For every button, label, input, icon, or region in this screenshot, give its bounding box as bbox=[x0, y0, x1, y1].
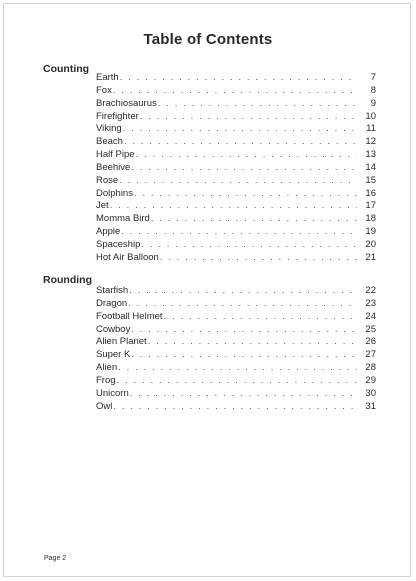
toc-entry bbox=[96, 226, 376, 239]
toc-entry-name: Starfish bbox=[96, 285, 129, 296]
dot-leader bbox=[141, 239, 357, 252]
toc-entry-page-number: 15 bbox=[365, 174, 376, 186]
toc-entry bbox=[96, 336, 376, 349]
toc-entry-page-number: 11 bbox=[366, 123, 376, 135]
section-heading-rounding: Rounding bbox=[43, 274, 92, 286]
toc-entry-page-number: 31 bbox=[365, 400, 376, 412]
dot-leader bbox=[160, 252, 357, 265]
toc-entry-name: Half Pipe bbox=[96, 149, 135, 161]
toc-entry-name: Viking bbox=[96, 123, 122, 135]
toc-entry bbox=[96, 175, 376, 188]
toc-entry-page-number: 24 bbox=[365, 310, 376, 322]
toc-entry-page-number: 18 bbox=[365, 213, 376, 225]
toc-entry bbox=[96, 401, 376, 414]
toc-entry-page-number: 7 bbox=[370, 72, 376, 83]
toc-entry-name: Earth bbox=[96, 72, 119, 83]
dot-leader bbox=[131, 349, 357, 362]
toc-entry-name: Alien Planet bbox=[96, 336, 147, 348]
dot-leader bbox=[121, 226, 357, 239]
toc-entry-page-number: 14 bbox=[365, 161, 376, 173]
toc-entry-name: Alien bbox=[96, 362, 118, 374]
toc-entry-page-number: 9 bbox=[370, 97, 376, 109]
dot-leader bbox=[129, 285, 357, 298]
toc-entry-name: Cowboy bbox=[96, 323, 131, 335]
toc-entry-page-number: 20 bbox=[365, 238, 376, 250]
toc-entry-name: Spaceship bbox=[96, 238, 141, 250]
toc-entry-name: Beach bbox=[96, 136, 123, 148]
toc-entry-name: Firefighter bbox=[96, 110, 139, 122]
dot-leader bbox=[128, 298, 357, 311]
page-title: Table of Contents bbox=[143, 31, 273, 48]
toc-list-rounding bbox=[96, 285, 376, 413]
page-number-footer: Page 2 bbox=[44, 555, 67, 562]
toc-entry bbox=[96, 149, 376, 162]
toc-entry bbox=[96, 375, 376, 388]
toc-entry-name: Football Helmet bbox=[96, 310, 163, 322]
toc-entry bbox=[96, 98, 376, 111]
toc-entry-name: Hot Air Balloon bbox=[96, 251, 159, 263]
toc-entry-name: Jet bbox=[96, 200, 109, 212]
toc-entry bbox=[96, 239, 376, 252]
toc-entry-page-number: 28 bbox=[365, 362, 376, 374]
dot-leader bbox=[140, 111, 357, 124]
toc-entry bbox=[96, 200, 376, 213]
dot-leader bbox=[131, 162, 357, 175]
toc-entry-page-number: 8 bbox=[370, 84, 376, 96]
toc-entry bbox=[96, 72, 376, 85]
toc-entry-name: Dragon bbox=[96, 297, 128, 309]
dot-leader bbox=[130, 388, 357, 401]
toc-entry-name: Momma Bird bbox=[96, 213, 150, 225]
toc-entry bbox=[96, 349, 376, 362]
dot-leader bbox=[110, 200, 357, 213]
dot-leader bbox=[151, 213, 357, 226]
toc-entry-page-number: 19 bbox=[365, 226, 376, 238]
toc-entry bbox=[96, 324, 376, 337]
toc-entry bbox=[96, 285, 376, 298]
toc-entry-name: Fox bbox=[96, 84, 112, 96]
toc-entry-name: Brachiosaurus bbox=[96, 97, 157, 109]
toc-entry-page-number: 29 bbox=[365, 374, 376, 386]
toc-entry-page-number: 27 bbox=[365, 349, 376, 361]
dot-leader bbox=[131, 324, 357, 337]
toc-entry bbox=[96, 298, 376, 311]
toc-entry bbox=[96, 362, 376, 375]
toc-entry-name: Rose bbox=[96, 174, 119, 186]
dot-leader bbox=[124, 136, 357, 149]
toc-entry-name: Super K bbox=[96, 349, 131, 361]
toc-entry-name: Dolphins bbox=[96, 187, 133, 199]
toc-entry bbox=[96, 213, 376, 226]
dot-leader bbox=[113, 85, 357, 98]
toc-entry-page-number: 21 bbox=[365, 251, 376, 263]
toc-entry bbox=[96, 188, 376, 201]
toc-entry bbox=[96, 111, 376, 124]
toc-entry-page-number: 12 bbox=[365, 136, 376, 148]
toc-list-counting bbox=[96, 72, 376, 265]
toc-entry-page-number: 25 bbox=[365, 323, 376, 335]
dot-leader bbox=[123, 123, 357, 136]
dot-leader bbox=[119, 175, 357, 188]
toc-entry bbox=[96, 136, 376, 149]
toc-entry-name: Unicorn bbox=[96, 387, 129, 399]
toc-entry-page-number: 13 bbox=[365, 149, 376, 161]
toc-entry-name: Beehive bbox=[96, 161, 131, 173]
toc-entry bbox=[96, 388, 376, 401]
toc-entry-page-number: 30 bbox=[365, 387, 376, 399]
toc-entry bbox=[96, 311, 376, 324]
toc-entry bbox=[96, 85, 376, 98]
toc-entry bbox=[96, 252, 376, 265]
dot-leader bbox=[117, 375, 357, 388]
dot-leader bbox=[120, 72, 357, 85]
section-heading-counting: Counting bbox=[43, 63, 90, 75]
dot-leader bbox=[113, 401, 357, 414]
toc-entry-page-number: 22 bbox=[365, 285, 376, 296]
toc-entry-page-number: 16 bbox=[365, 187, 376, 199]
toc-entry bbox=[96, 123, 376, 136]
dot-leader bbox=[148, 336, 357, 349]
toc-entry-name: Apple bbox=[96, 226, 121, 238]
toc-entry-page-number: 17 bbox=[365, 200, 376, 212]
dot-leader bbox=[158, 98, 357, 111]
dot-leader bbox=[136, 149, 357, 162]
toc-entry-page-number: 10 bbox=[365, 110, 376, 122]
dot-leader bbox=[134, 188, 357, 201]
dot-leader bbox=[118, 362, 357, 375]
toc-entry-page-number: 23 bbox=[365, 297, 376, 309]
toc-entry-page-number: 26 bbox=[365, 336, 376, 348]
dot-leader bbox=[164, 311, 357, 324]
toc-entry bbox=[96, 162, 376, 175]
toc-entry-name: Frog bbox=[96, 374, 116, 386]
toc-entry-name: Owl bbox=[96, 400, 113, 412]
